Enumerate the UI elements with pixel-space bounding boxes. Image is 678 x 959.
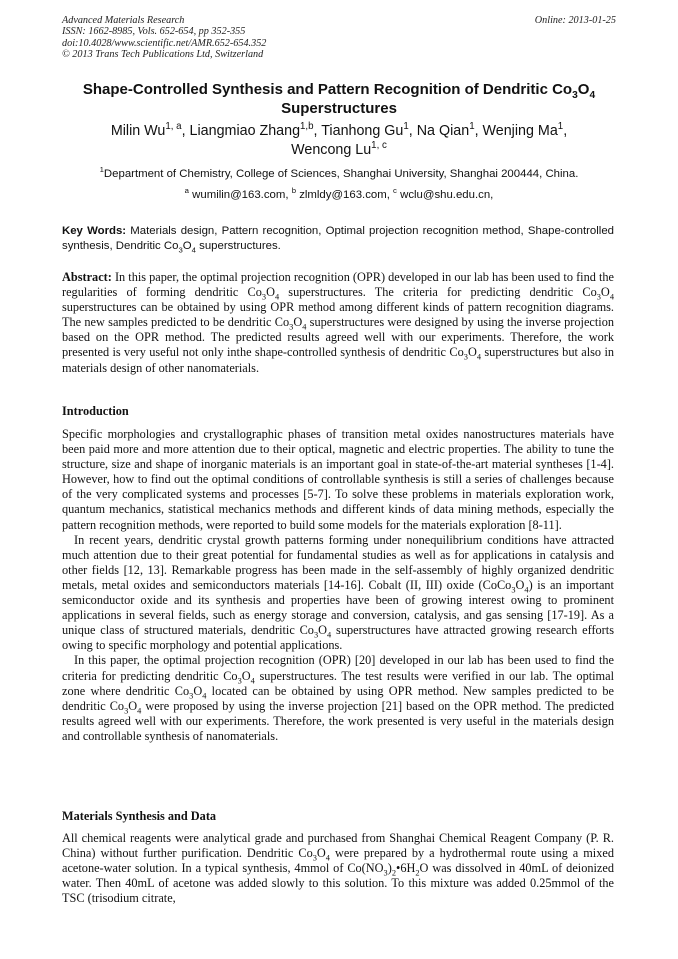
issn-line: ISSN: 1662-8985, Vols. 652-654, pp 352-355 xyxy=(62,26,246,38)
paragraph: In recent years, dendritic crystal growth patterns forming under nonequilibrium conditions have attracted much attention due to their great potential for fundamental studies as well as for applications in catalysis and other fields [12, 13]. Remarkable progress has been made in the self-assembly of highly organized dendritic metals, metal oxides and semiconductors materials [14-16]. Cobalt (II, III) oxide $(CoCo_3O_4)$ is an important semiconductor oxide and its synthesis and properties have been of growing interest owing to prominent applications in several fields, such as energy storage and conversion, catalysis, and gas sensing [17-19]. As a unique class of structured materials, dendritic $Co_3O_4$ superstructures have attracted growing research efforts owing to specific morphology and potential applications. xyxy=(62,532,614,653)
keywords-label: Key Words: xyxy=(62,225,127,237)
author: Tianhong Gu$^1$, xyxy=(321,121,417,139)
online-date: Online: 2013-01-25 xyxy=(534,15,616,26)
keywords-text: O xyxy=(182,240,192,252)
email-list xyxy=(40,188,638,202)
keywords-text: superstructures. xyxy=(195,240,281,252)
materials-body: All chemical reagents were analytical grade and purchased from Shanghai Chemical Reagent Company (P. R. China) without further purification. Dendritic $Co_3O_4$ were prepared by a hydrothermal route using a mixed acetone-water solution. In a typical synthesis, 4mmol of $Co(NO_3)_2•6H_2O$ was dissolved in 40mL of deionized water. Then 40mL of acetone was added slowly to this solution. To this mixture was added 0.25mmol of the TSC (trisodium citrate, xyxy=(62,831,614,906)
copyright-line: © 2013 Trans Tech Publications Ltd, Switzerland xyxy=(62,49,264,61)
abstract-text: superstructures were designed by using the inverse projection based on the OPR method. The predicted results agreed well with our experiments. Therefore, the work presented is very useful not only inthe shape-controlled synthesis of dendritic Co xyxy=(62,315,614,360)
title-sub: 3 xyxy=(572,90,578,101)
paragraph: Specific morphologies and crystallographic phases of transition metal oxides nanostructures materials have been paid more and more attention due to their optical, magnetic and electric properties. The ability to tune the structure, size and shape of inorganic materials is an important goal in state-of-the-art material syntheses [1-4]. However, how to find out the optimal conditions of controllable synthesis is still a series of challenges because of the very complicated systems and processes [5-7]. To solve these problems in materials exploration work, quantum mechanics, statistical mechanics methods and different kinds of data mining methods, especially the pattern recognition methods, were reported to build some models for the materials exploration [8-11]. xyxy=(62,427,614,532)
keywords xyxy=(62,224,614,254)
author: Wencong Lu$^{1, c}$ xyxy=(291,140,387,158)
abstract-text: superstructures but also in materials design of other nanomaterials. xyxy=(62,345,615,375)
title-text: O xyxy=(577,81,590,98)
paper-title xyxy=(40,80,638,118)
author-list xyxy=(40,122,638,160)
affiliation-marker: 1 xyxy=(99,165,104,175)
affiliation-text: Department of Chemistry, College of Sciences, Shanghai University, Shanghai 200444, China. xyxy=(103,168,579,180)
author: Liangmiao Zhang$^{1,b}$, xyxy=(189,121,322,139)
abstract-text: In this paper, the optimal projection recognition (OPR) developed in our lab has been used to find the regularities of forming dendritic Co xyxy=(62,270,614,300)
email: $^c$ wclu@shu.edu.cn, xyxy=(393,186,494,201)
keywords-sub: 3 xyxy=(178,245,183,255)
abstract-text: superstructures can be obtained by using OPR method among different kinds of pattern recognition diagrams. The new samples predicted to be dendritic Co xyxy=(62,300,614,330)
abstract: Abstract: In this paper, the optimal projection recognition (OPR) developed in our lab has been used to find the regularities of forming dendritic $Co_3O_4$ superstructures. The criteria for predicting dendritic $Co_3O_4$ superstructures can be obtained by using OPR method among different kinds of pattern recognition diagrams. The new samples predicted to be dendritic $Co_3O_4$ superstructures were designed by using the inverse projection based on the OPR method. The predicted results agreed well with our experiments. Therefore, the work presented is very useful not only inthe shape-controlled synthesis of dendritic $Co_3O_4$ superstructures but also in materials design of other nanomaterials. xyxy=(62,270,615,375)
journal-name: Advanced Materials Research xyxy=(62,15,185,26)
introduction-heading: Introduction xyxy=(62,404,129,418)
keywords-text: Materials design, Pattern recognition, Optimal projection recognition method, Shape-controlled synthesis, Dendritic Co xyxy=(62,225,614,252)
author: Milin Wu$^{1, a}$, xyxy=(110,121,190,139)
title-sub: 4 xyxy=(589,90,596,101)
journal-header xyxy=(62,15,266,61)
author: Wenjing Ma$^1$, xyxy=(482,121,568,139)
introduction-body xyxy=(62,427,614,744)
affiliation xyxy=(40,167,638,181)
email: $^b$ zlmldy@163.com, xyxy=(291,186,394,201)
materials-heading: Materials Synthesis and Data xyxy=(62,809,217,823)
title-text: Shape-Controlled Synthesis and Pattern Recognition of Dendritic Co xyxy=(82,81,573,98)
keywords-sub: 4 xyxy=(191,245,196,255)
paragraph: In this paper, the optimal projection recognition (OPR) [20] developed in our lab has been used to find the criteria for predicting dendritic $Co_3O_4$ superstructures. The test results were verified in our lab. The optimal zone where dendritic $Co_3O_4$ located can be obtained by using OPR method. New samples predicted to be dendritic $Co_3O_4$ were proposed by using the inverse projection [21] based on the OPR method. The predicted results agreed well with our experiments. Therefore, the work presented is very useful in the materials design and controllable synthesis of nanomaterials. xyxy=(62,653,615,743)
abstract-label: Abstract: xyxy=(62,270,112,284)
title-text: Superstructures xyxy=(281,100,397,117)
email: $^a$ wumilin@163.com, xyxy=(184,186,292,201)
abstract-text: superstructures. The criteria for predicting dendritic Co xyxy=(279,285,597,300)
author: Na Qian$^1$, xyxy=(416,121,483,139)
doi-line: doi:10.4028/www.scientific.net/AMR.652-654.352 xyxy=(62,37,267,49)
